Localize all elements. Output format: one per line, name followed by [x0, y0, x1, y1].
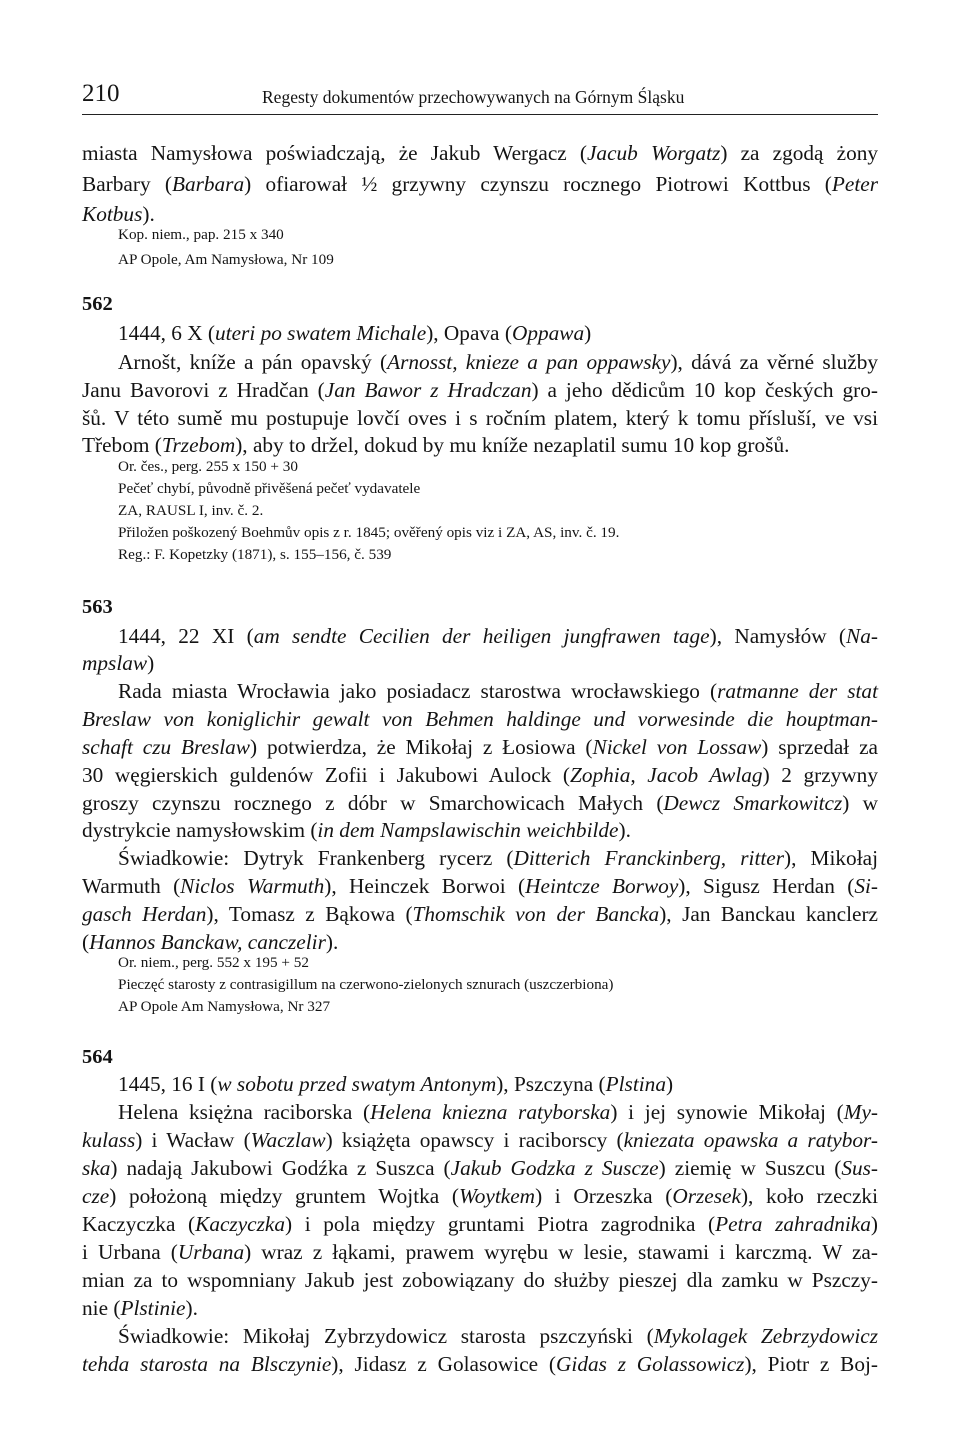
text-line: Třebom (Trzebom), aby to držel, dokud by mu kníže nezaplatil sumu 10 kop grošů. [82, 433, 790, 457]
text-line: gasch Herdan), Tomasz z Bąkowa (Thomschik von der Bancka), Jan Banckau kanclerz [82, 902, 878, 926]
text-line: dystrykcie namysłowskim (in dem Nampslawischin weichbilde). [82, 818, 631, 842]
archival-note: AP Opole, Am Namysłowa, Nr 109 [118, 251, 334, 268]
entry-date-line: 1444, 22 XI (am sendte Cecilien der heiligen jungfrawen tage), Namysłów (Na- [118, 624, 878, 648]
archival-note: Or. čes., perg. 255 x 150 + 30 [118, 458, 298, 475]
text-line: Breslaw von koniglichir gewalt von Behmen haldinge und vorwesinde die houptman- [82, 707, 878, 731]
page-header [82, 80, 878, 115]
text-line: Świadkowie: Dytryk Frankenberg rycerz (Ditterich Franckinberg, ritter), Mikołaj [118, 846, 878, 870]
text-line: šů. V této sumě mu postupuje lovčí oves i s ročním platem, který k tomu přísluší, ve vsi [82, 406, 878, 430]
running-title: Regesty dokumentów przechowywanych na Górnym Śląsku [262, 87, 685, 107]
archival-note: Reg.: F. Kopetzky (1871), s. 155–156, č. 539 [118, 546, 392, 563]
text-line: ska) nadają Jakubowi Godźka z Suszca (Jakub Godzka z Suscze) ziemię w Suszcu (Sus- [82, 1156, 879, 1180]
text-line: Rada miasta Wrocławia jako posiadacz starostwa wrocławskiego (ratmanne der stat [118, 679, 878, 703]
archival-note: Pečeť chybí, původně přivěšená pečeť vydavatele [118, 480, 421, 497]
archival-note: Or. niem., perg. 552 x 195 + 52 [118, 954, 309, 971]
text-line: kulass) i Wacław (Waczlaw) książęta opawscy i raciborscy (kniezata opawska a ratybor- [82, 1128, 878, 1152]
archival-note: Přiložen poškozený Boehmův opis z r. 1845; ověřený opis viz i ZA, AS, inv. č. 19. [118, 524, 620, 541]
text-line: (Hannos Banckaw, canczelir). [82, 930, 339, 954]
entry-number: 562 [82, 293, 113, 315]
text-line: tehda starosta na Blsczynie), Jidasz z Golasowice (Gidas z Golassowicz), Piotr z Boj- [82, 1352, 879, 1376]
archival-note: AP Opole Am Namysłowa, Nr 327 [118, 998, 331, 1015]
archival-note: Kop. niem., pap. 215 x 340 [118, 226, 284, 243]
text-line: groszy czynszu rocznego z dóbr w Smarchowicach Małych (Dewcz Smarkowitcz) w [82, 791, 878, 815]
text-line: nie (Plstinie). [82, 1296, 198, 1320]
entry-number: 563 [82, 596, 113, 618]
text-line: 30 węgierskich guldenów Zofii i Jakubowi Aulock (Zophia, Jacob Awlag) 2 grzywny [82, 763, 878, 787]
text-line: schaft czu Breslaw) potwierdza, że Mikołaj z Łosiowa (Nickel von Lossaw) sprzedał za [82, 735, 878, 759]
text-line: Janu Bavorovi z Hradčan (Jan Bawor z Hradczan) a jeho dědicům 10 kop českých gro- [82, 378, 879, 402]
text-line: Warmuth (Niclos Warmuth), Heinczek Borwoi (Heintcze Borwoy), Sigusz Herdan (Si- [82, 874, 878, 898]
text-line: i Urbana (Urbana) wraz z łąkami, prawem wyrębu w lesie, stawami i karczmą. W za- [82, 1240, 878, 1264]
text-line: Helena księżna raciborska (Helena kniezna ratyborska) i jej synowie Mikołaj (My- [118, 1100, 878, 1124]
entry-number: 564 [82, 1046, 113, 1068]
archival-note: Pieczęć starosty z contrasigillum na czerwono-zielonych sznurach (uszczerbiona) [118, 976, 614, 993]
text-line: Świadkowie: Mikołaj Zybrzydowicz starosta pszczyński (Mykolagek Zebrzydowicz [118, 1324, 878, 1348]
text-line: Arnošt, kníže a pán opavský (Arnosst, knieze a pan oppawsky), dává za věrné služby [118, 350, 878, 374]
archival-note: ZA, RAUSL I, inv. č. 2. [118, 502, 264, 519]
text-line: mian za to wspomniany Jakub jest zobowiązany do służby pieszej dla zamku w Pszczy- [82, 1268, 878, 1292]
page-number: 210 [82, 80, 120, 107]
text-line: miasta Namysłowa poświadczają, że Jakub Wergacz (Jacub Worgatz) za zgodą żony [82, 141, 879, 165]
text-line: Kotbus). [82, 202, 155, 226]
text-line: cze) położoną między gruntem Wojtka (Woytkem) i Orzeszka (Orzesek), koło rzeczki [82, 1184, 879, 1208]
text-line: Barbary (Barbara) ofiarował ½ grzywny czynszu rocznego Piotrowi Kottbus (Peter [82, 172, 878, 196]
entry-date-line: 1444, 6 X (uteri po swatem Michale), Opava (Oppawa) [118, 321, 592, 345]
entry-date-line: mpslaw) [82, 651, 155, 675]
text-line: Kaczyczka (Kaczyczka) i pola między gruntami Piotra zagrodnika (Petra zahradnika) [82, 1212, 879, 1236]
entry-date-line: 1445, 16 I (w sobotu przed swatym Antonym), Pszczyna (Plstina) [118, 1072, 674, 1096]
